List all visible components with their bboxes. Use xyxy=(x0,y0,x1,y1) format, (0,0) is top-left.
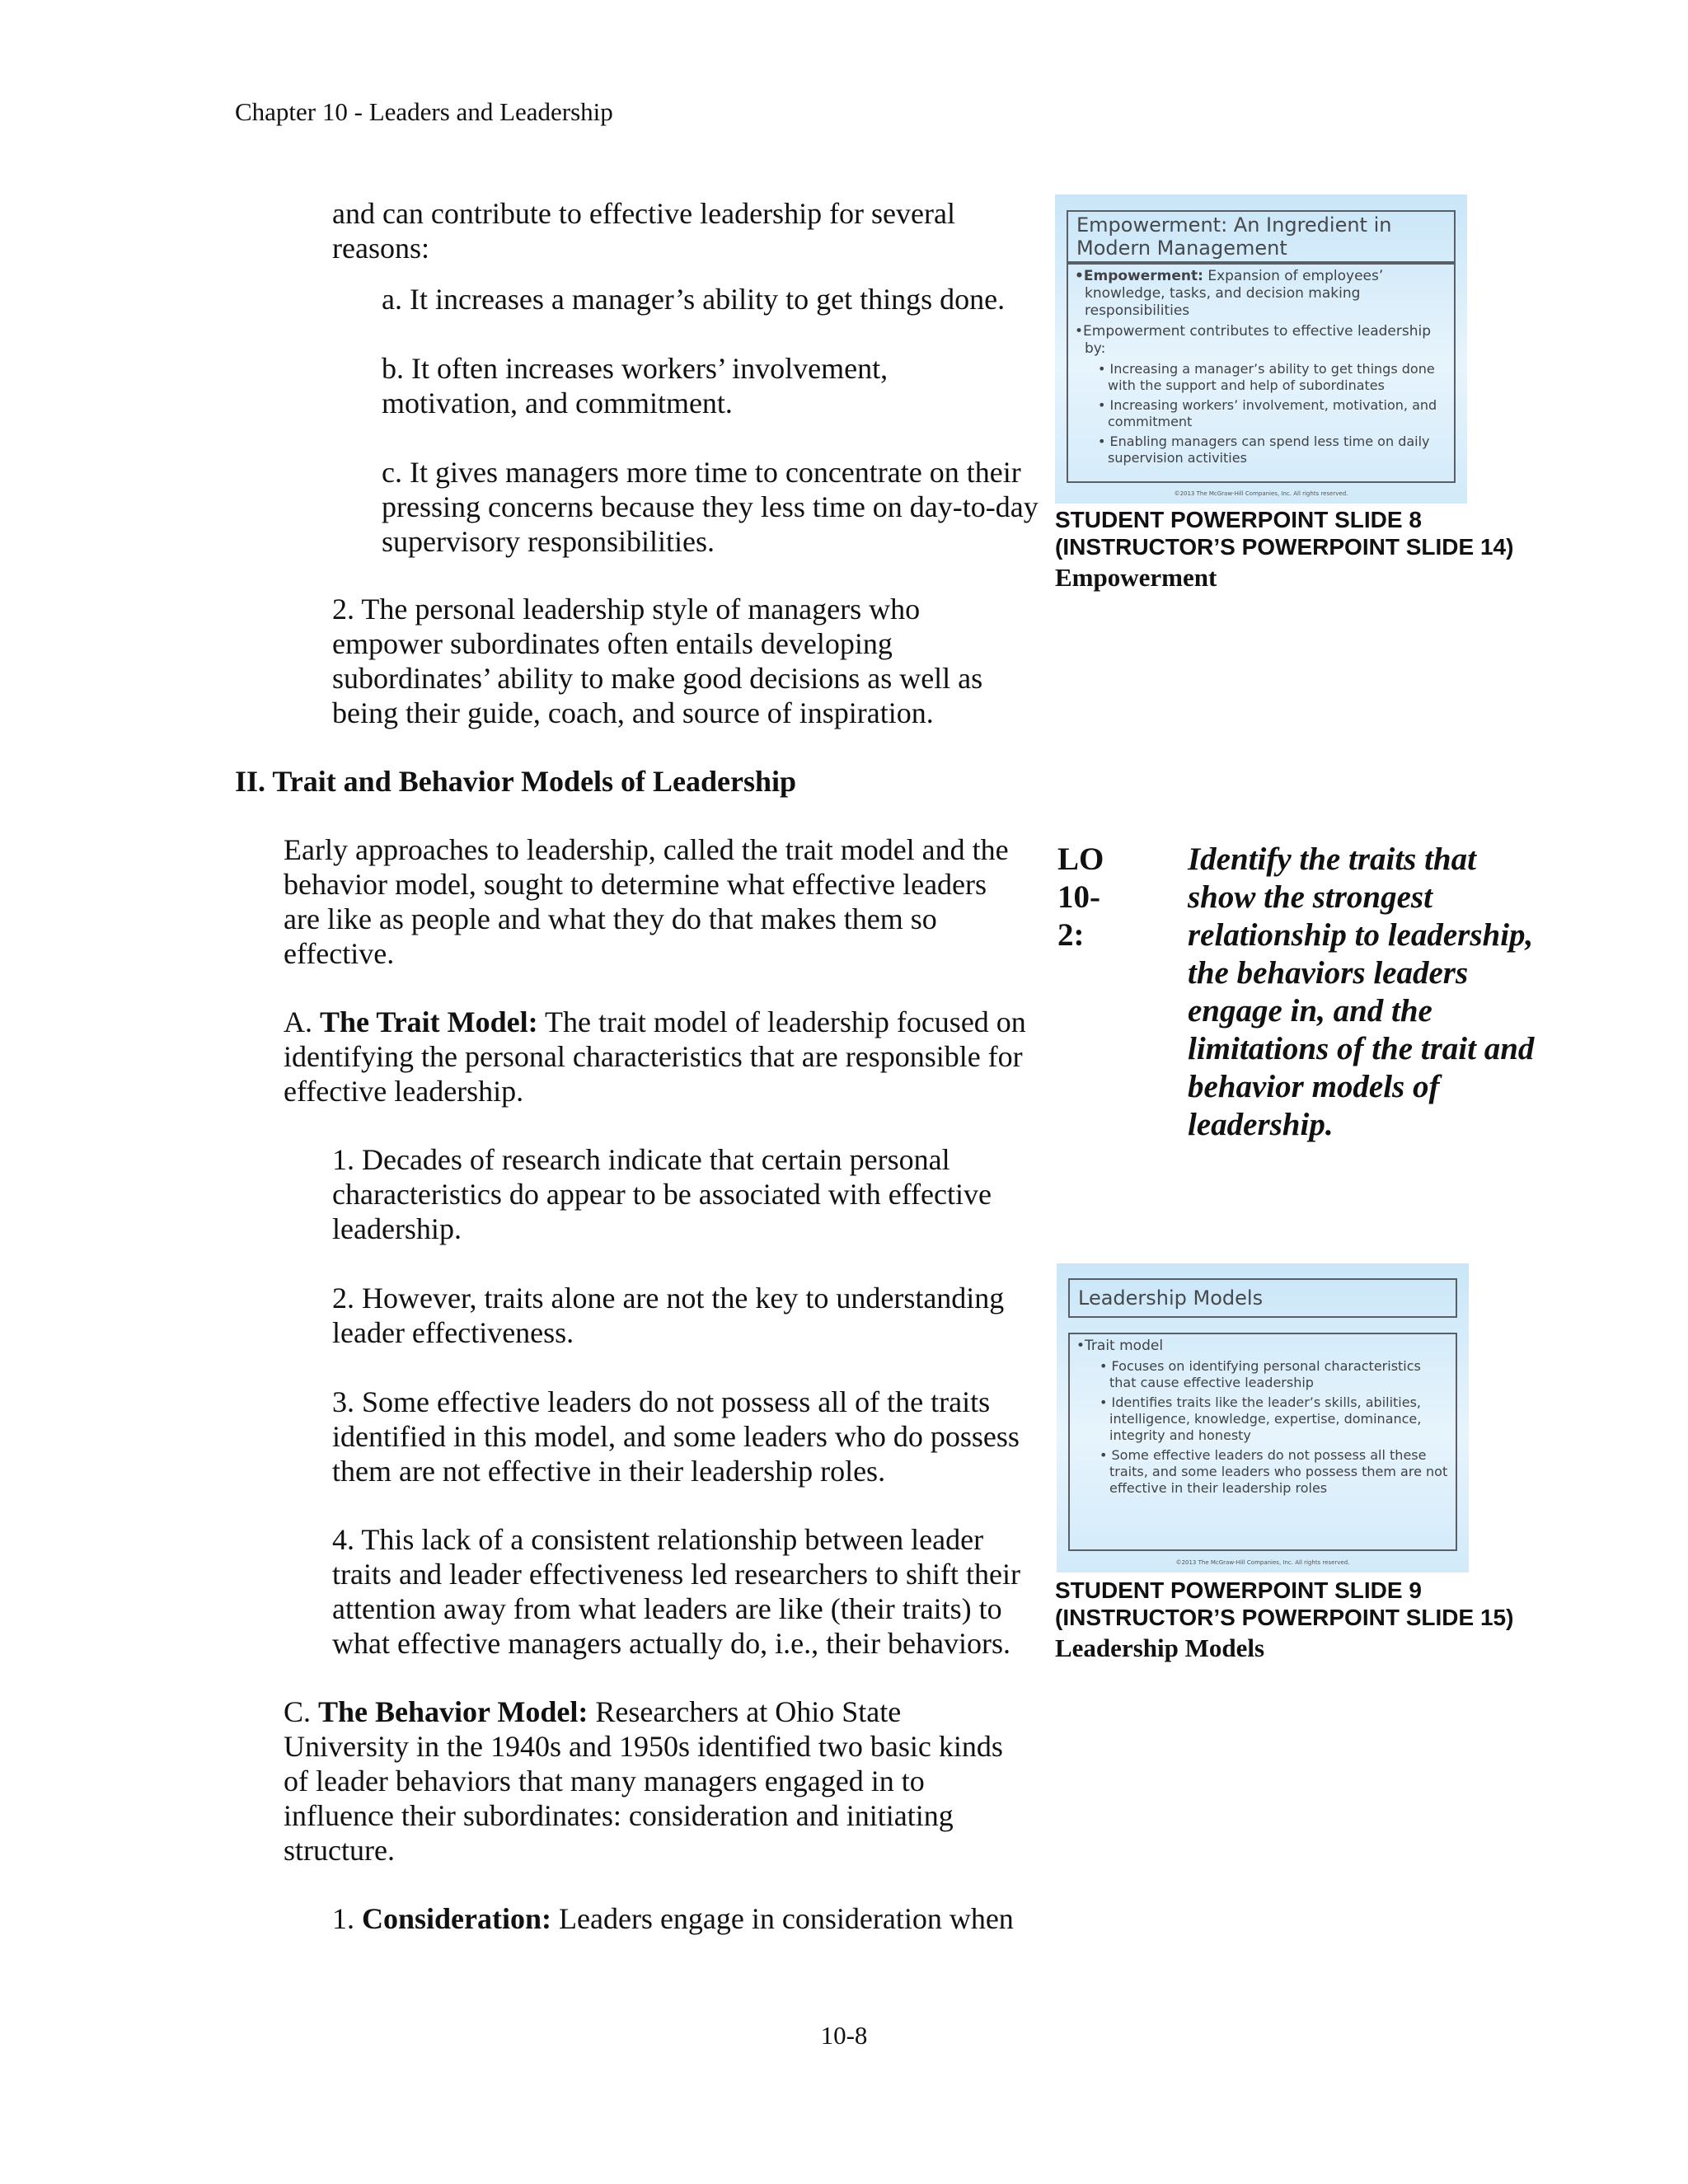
list-item-b: b. It often increases workers’ involvement, motivation, and commitment. xyxy=(382,352,889,419)
slide-body xyxy=(1068,1333,1457,1551)
slide-caption-8 xyxy=(1055,506,1517,591)
trait-point-1: 1. Decades of research indicate that certain personal characteristics do appear to be associated with effective leadership. xyxy=(332,1143,992,1245)
slide-body xyxy=(1067,263,1456,483)
trait-point-3: 3. Some effective leaders do not possess all of the traits identified in this model, and some leaders who do possess them are not effective in their leadership roles. xyxy=(332,1385,1020,1488)
slide-copyright: ©2013 The McGraw-Hill Companies, Inc. All rights reserved. xyxy=(1175,1559,1350,1566)
trait-point-4: 4. This lack of a consistent relationship between leader traits and leader effectiveness led researchers to shift their attention away from what leaders are like (their traits) to what effective managers actually do, i.e., their behaviors. xyxy=(332,1523,1020,1660)
consideration-point: 1. Consideration: Leaders engage in consideration when xyxy=(332,1902,1014,1935)
slide-bullet: •Trait model xyxy=(1076,1338,1164,1354)
trait-point-2: 2. However, traits alone are not the key to understanding leader effectiveness. xyxy=(332,1282,1005,1349)
slide-thumbnail-empowerment xyxy=(1055,194,1467,504)
slide-thumbnail-leadership-models xyxy=(1057,1263,1469,1572)
page-number: 10-8 xyxy=(820,2021,868,2050)
slide-sub-bullet: • Enabling managers can spend less time on daily supervision activities xyxy=(1098,434,1430,466)
slide-sub-bullet: • Increasing a manager’s ability to get things done with the support and help of subordinates xyxy=(1098,361,1435,393)
paragraph-empowerment-intro: and can contribute to effective leadership for several reasons: xyxy=(332,197,955,265)
learning-objective-text: Identify the traits that show the strongest relationship to leadership, the behaviors leaders engage in, and the limitations of the trait and behavior models of leadership. xyxy=(1188,841,1535,1142)
slide-title: Empowerment: An Ingredient in Modern Management xyxy=(1067,210,1456,263)
slide-title: Leadership Models xyxy=(1068,1278,1457,1318)
paragraph-early-approaches: Early approaches to leadership, called the trait model and the behavior model, sought to determine what effective leaders are like as people and what they do that makes them so effective. xyxy=(284,833,1009,970)
slide-bullet: •Empowerment: Expansion of employees’ knowledge, tasks, and decision making responsibilities xyxy=(1075,268,1384,319)
slide-sub-bullet: • Increasing workers’ involvement, motivation, and commitment xyxy=(1098,397,1437,429)
running-head: Chapter 10 - Leaders and Leadership xyxy=(235,97,613,126)
slide-bullet: •Empowerment contributes to effective leadership by: xyxy=(1075,323,1432,357)
slide-caption-9 xyxy=(1055,1577,1517,1661)
slide-sub-bullet: • Some effective leaders do not possess all these traits, and some leaders who possess them are not effective in their leadership roles xyxy=(1100,1447,1448,1496)
paragraph-trait-model: A. The Trait Model: The trait model of leadership focused on identifying the personal characteristics that are responsible for effective leadership. xyxy=(284,1005,1026,1108)
caption-title: Leadership Models xyxy=(1055,1633,1265,1662)
list-item-c: c. It gives managers more time to concentrate on their pressing concerns because they less time on day-to-day supervisory responsibilities. xyxy=(382,456,1039,558)
slide-sub-bullet: • Focuses on identifying personal characteristics that cause effective leadership xyxy=(1100,1358,1421,1390)
caption-student-slide: STUDENT POWERPOINT SLIDE 9 xyxy=(1055,1577,1422,1603)
list-item-a: a. It increases a manager’s ability to get things done. xyxy=(382,283,1006,316)
caption-student-slide: STUDENT POWERPOINT SLIDE 8 xyxy=(1055,507,1422,532)
caption-title: Empowerment xyxy=(1055,563,1217,592)
slide-sub-bullet: • Identifies traits like the leader’s skills, abilities, intelligence, knowledge, expertise, dominance, integrity and honesty xyxy=(1100,1394,1422,1443)
slide-copyright: ©2013 The McGraw-Hill Companies, Inc. All rights reserved. xyxy=(1174,490,1348,497)
learning-objective-label: LO 10-2: xyxy=(1057,841,1104,953)
behavior-model-term: The Behavior Model: xyxy=(318,1695,588,1728)
paragraph-behavior-model: C. The Behavior Model: Researchers at Ohio State University in the 1940s and 1950s identified two basic kinds of leader behaviors that many managers engaged in to influence their subordinates: consideration and initiating structure. xyxy=(284,1695,1003,1867)
caption-instructor-slide: (INSTRUCTOR’S POWERPOINT SLIDE 15) xyxy=(1055,1605,1514,1630)
caption-instructor-slide: (INSTRUCTOR’S POWERPOINT SLIDE 14) xyxy=(1055,534,1514,560)
consideration-term: Consideration: xyxy=(362,1902,552,1935)
paragraph-leadership-style: 2. The personal leadership style of managers who empower subordinates often entails developing subordinates’ ability to make good decisions as well as being their guide, coach, and source of inspiration. xyxy=(332,593,983,729)
section-heading: II. Trait and Behavior Models of Leadership xyxy=(235,765,797,798)
trait-model-term: The Trait Model: xyxy=(320,1005,538,1038)
